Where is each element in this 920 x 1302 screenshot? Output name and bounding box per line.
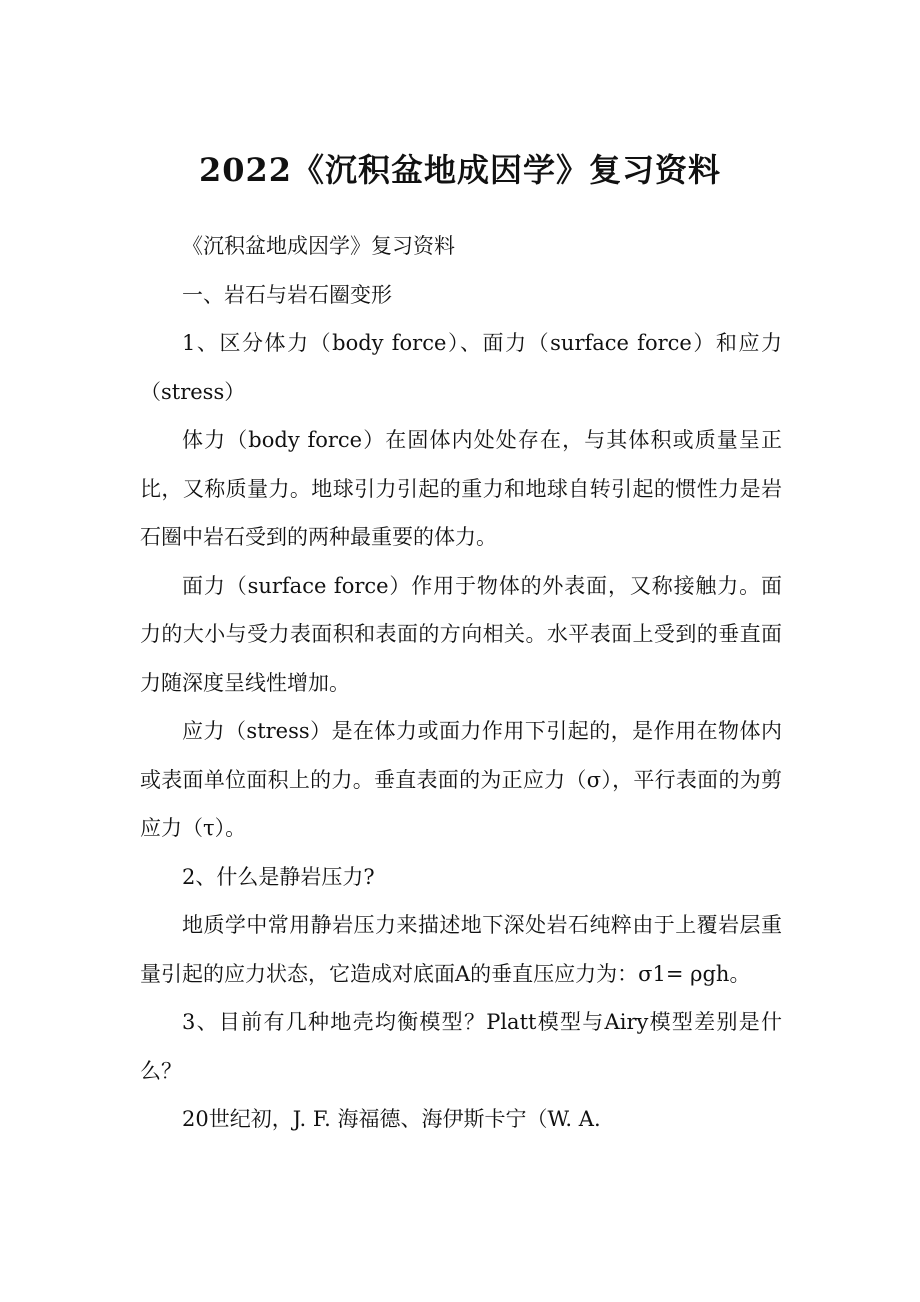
lithostatic-pressure-paragraph: 地质学中常用静岩压力来描述地下深处岩石纯粹由于上覆岩层重量引起的应力状态，它造成对底面A的垂直压应力为：σ1= ρgh。 [140,913,782,986]
question-2: 2、什么是静岩压力? [182,864,375,889]
history-paragraph: 20世纪初，J. F. 海福德、海伊斯卡宁（W. A. [182,1107,601,1131]
body-force-paragraph: 体力（body force）在固体内处处存在，与其体积或质量呈正比，又称质量力。地球引力引起的重力和地球自转引起的惯性力是岩石圈中岩石受到的两种最重要的体力。 [140,428,782,549]
document-body [140,222,782,1144]
question-3: 3、目前有几种地壳均衡模型？Platt模型与Airy模型差别是什么？ [140,1010,782,1083]
stress-paragraph: 应力（stress）是在体力或面力作用下引起的，是作用在物体内或表面单位面积上的力。垂直表面的为正应力（σ），平行表面的为剪应力（τ）。 [140,719,782,840]
subtitle-paragraph: 《沉积盆地成因学》复习资料 [182,234,455,258]
surface-force-paragraph: 面力（surface force）作用于物体的外表面，又称接触力。面力的大小与受力表面积和表面的方向相关。水平表面上受到的垂直面力随深度呈线性增加。 [140,573,782,695]
page-title: 2022《沉积盆地成因学》复习资料 [198,151,722,189]
question-1: 1、区分体力（body force）、面力（surface force）和应力（stress） [140,331,782,404]
section-heading: 一、岩石与岩石圈变形 [182,282,392,307]
